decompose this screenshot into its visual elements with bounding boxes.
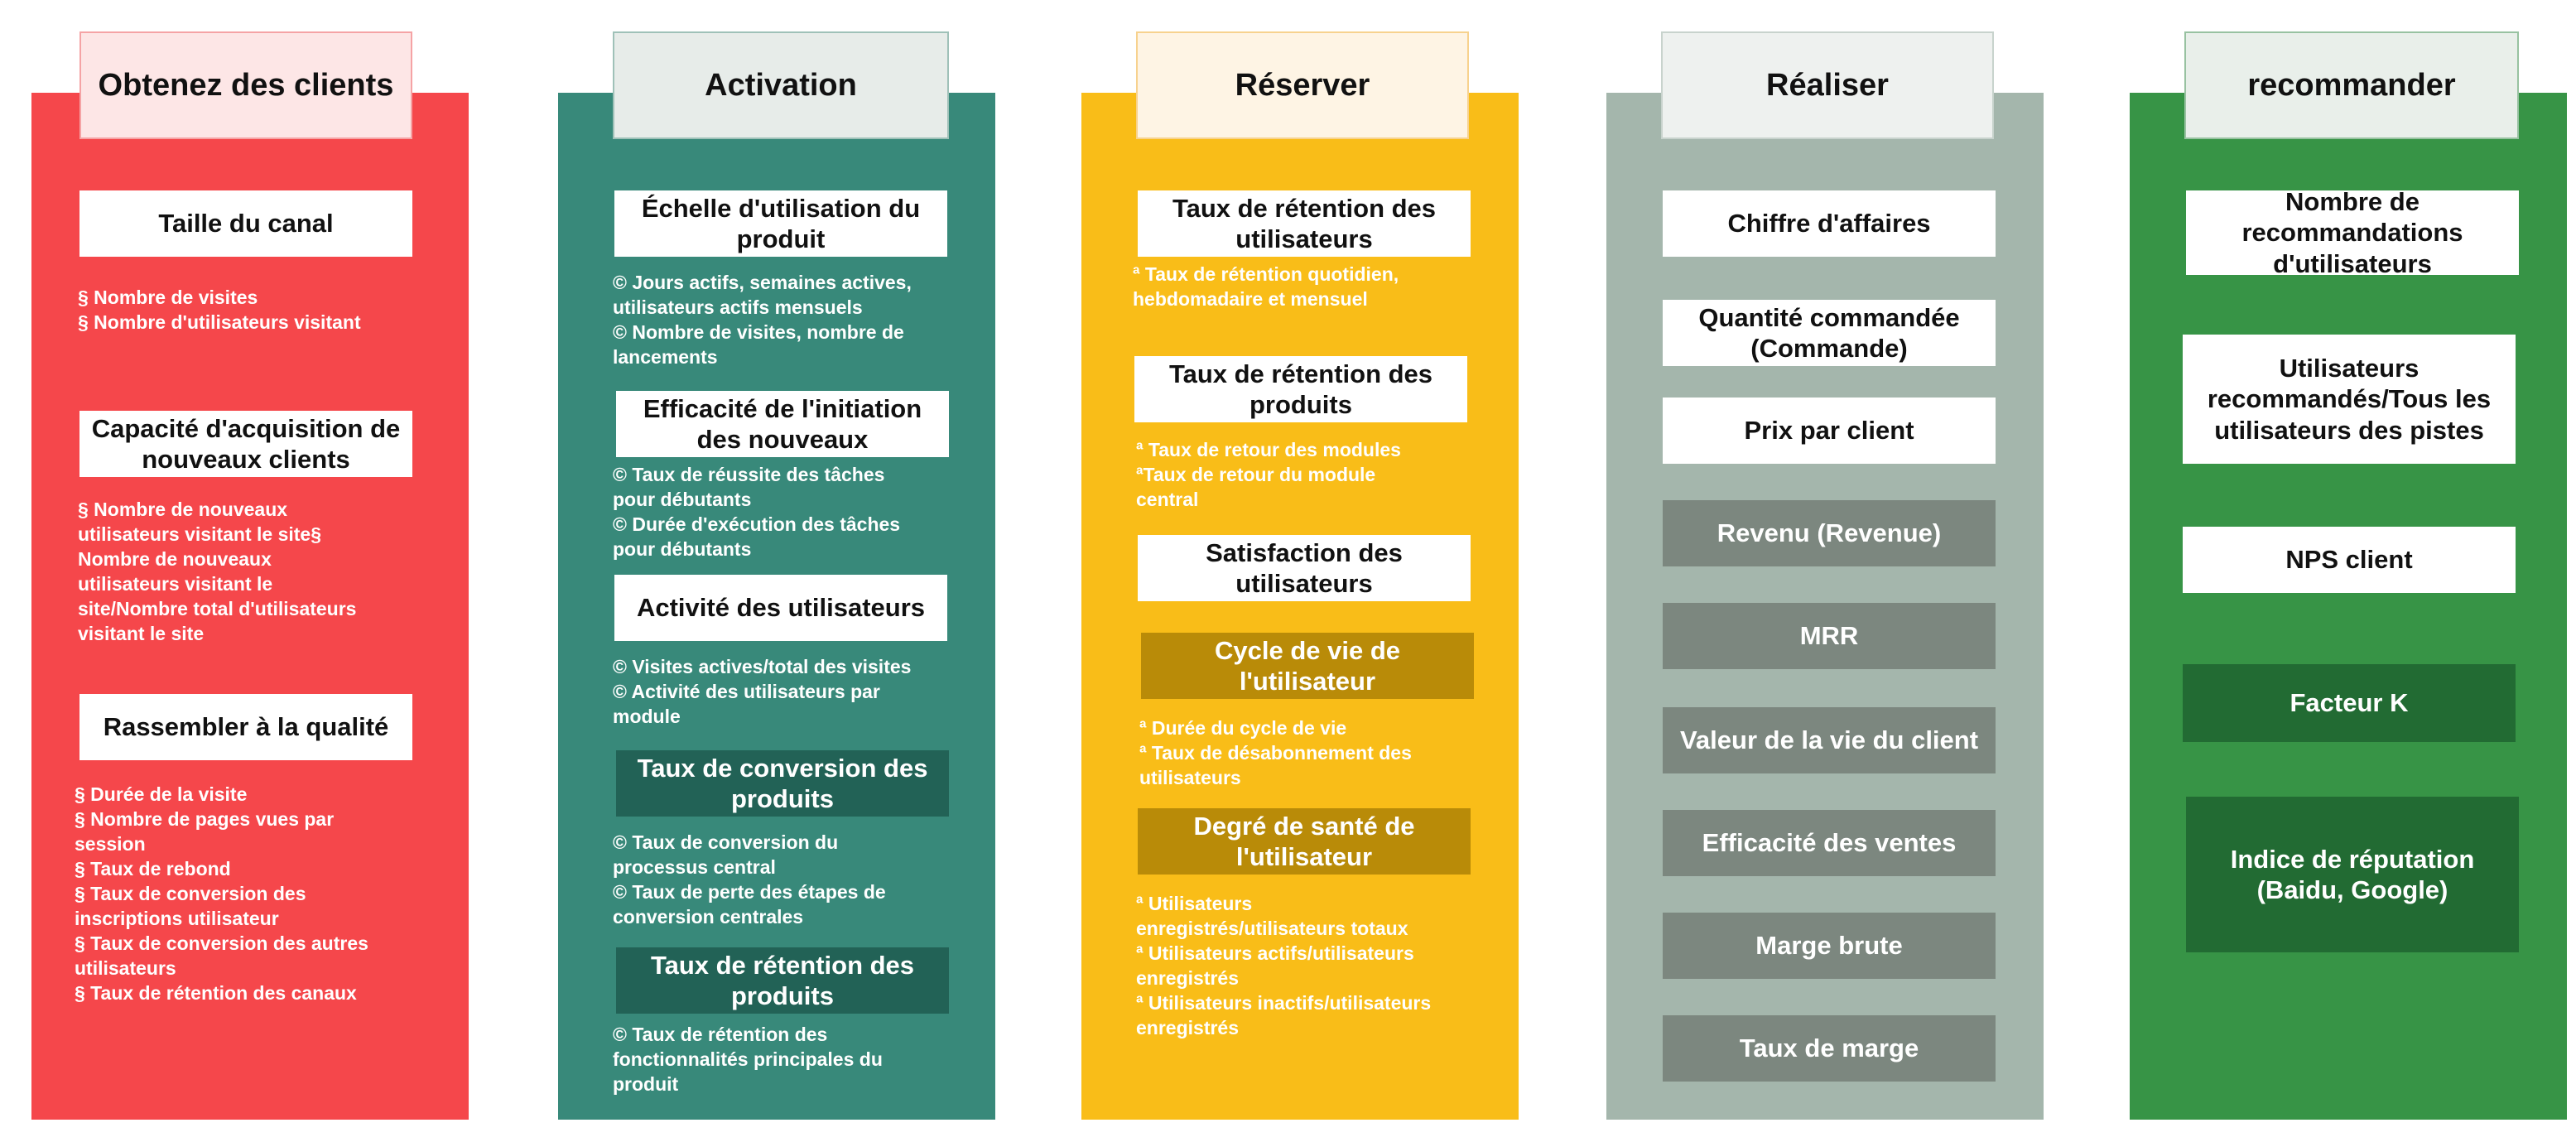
box-facteur-k: Facteur K xyxy=(2183,664,2516,742)
text-sante-utilisateur: ª Utilisateurs enregistrés/utilisateurs totaux ª Utilisateurs actifs/utilisateurs enregistrés ª Utilisateurs inactifs/utilisateurs enregistrés xyxy=(1136,893,1432,1038)
box-mrr: MRR xyxy=(1663,603,1996,669)
text-retention-produits: © Taux de rétention des fonctionnalités principales du produit xyxy=(613,1024,883,1095)
header-activation: Activation xyxy=(613,31,949,139)
box-retention-utilisateurs: Taux de rétention des utilisateurs xyxy=(1138,190,1471,257)
box-rassembler-qualite: Rassembler à la qualité xyxy=(79,694,412,760)
box-capacite-acquisition: Capacité d'acquisition de nouveaux clients xyxy=(79,411,412,477)
box-prix-client: Prix par client xyxy=(1663,398,1996,464)
box-efficacite-initiation: Efficacité de l'initiation des nouveaux xyxy=(616,391,949,457)
text-echelle-utilisation: © Jours actifs, semaines actives, utilisateurs actifs mensuels © Nombre de visites, nombre de lancements xyxy=(613,272,912,368)
box-valeur-vie-client: Valeur de la vie du client xyxy=(1663,707,1996,773)
box-utilisateurs-recommandes: Utilisateurs recommandés/Tous les utilisateurs des pistes xyxy=(2183,335,2516,464)
header-retention: Réserver xyxy=(1136,31,1469,139)
box-sante-utilisateur: Degré de santé de l'utilisateur xyxy=(1138,808,1471,875)
box-retention-produits-2: Taux de rétention des produits xyxy=(1134,356,1467,422)
box-conversion-produits: Taux de conversion des produits xyxy=(616,750,949,817)
text-capacite-acquisition: § Nombre de nouveaux utilisateurs visitant le site§ Nombre de nouveaux utilisateurs visitant le site/Nombre total d'utilisateurs visitant le site xyxy=(78,499,357,644)
box-retention-produits: Taux de rétention des produits xyxy=(616,947,949,1014)
header-acquisition: Obtenez des clients xyxy=(79,31,412,139)
header-revenue: Réaliser xyxy=(1661,31,1994,139)
box-quantite-commandee: Quantité commandée (Commande) xyxy=(1663,300,1996,366)
box-efficacite-ventes: Efficacité des ventes xyxy=(1663,810,1996,876)
text-activite-utilisateurs: © Visites actives/total des visites © Activité des utilisateurs par module xyxy=(613,656,912,727)
box-activite-utilisateurs: Activité des utilisateurs xyxy=(614,575,947,641)
box-cycle-vie: Cycle de vie de l'utilisateur xyxy=(1141,633,1474,699)
text-cycle-vie: ª Durée du cycle de vie ª Taux de désabonnement des utilisateurs xyxy=(1139,717,1412,788)
header-referral: recommander xyxy=(2184,31,2519,139)
text-retention-utilisateurs: ª Taux de rétention quotidien, hebdomadaire et mensuel xyxy=(1133,263,1399,310)
box-nombre-recommandations: Nombre de recommandations d'utilisateurs xyxy=(2186,190,2519,275)
box-satisfaction: Satisfaction des utilisateurs xyxy=(1138,535,1471,601)
text-conversion-produits: © Taux de conversion du processus central © Taux de perte des étapes de conversion centrales xyxy=(613,831,886,928)
box-nps-client: NPS client xyxy=(2183,527,2516,593)
box-revenu: Revenu (Revenue) xyxy=(1663,500,1996,566)
box-taille-canal: Taille du canal xyxy=(79,190,412,257)
box-indice-reputation: Indice de réputation (Baidu, Google) xyxy=(2186,797,2519,952)
text-retention-produits-2: ª Taux de retour des modules ªTaux de retour du module central xyxy=(1136,439,1401,510)
box-taux-marge: Taux de marge xyxy=(1663,1015,1996,1082)
text-efficacite-initiation: © Taux de réussite des tâches pour débutants © Durée d'exécution des tâches pour débutants xyxy=(613,464,901,560)
box-chiffre-affaires: Chiffre d'affaires xyxy=(1663,190,1996,257)
box-marge-brute: Marge brute xyxy=(1663,913,1996,979)
box-echelle-utilisation: Échelle d'utilisation du produit xyxy=(614,190,947,257)
text-rassembler-qualite: § Durée de la visite § Nombre de pages vues par session § Taux de rebond § Taux de conversion des inscriptions utilisateur § Taux de conversion des autres utilisateurs § Taux de rétention des canaux xyxy=(75,783,368,1004)
text-taille-canal: § Nombre de visites § Nombre d'utilisateurs visitant xyxy=(78,287,361,333)
